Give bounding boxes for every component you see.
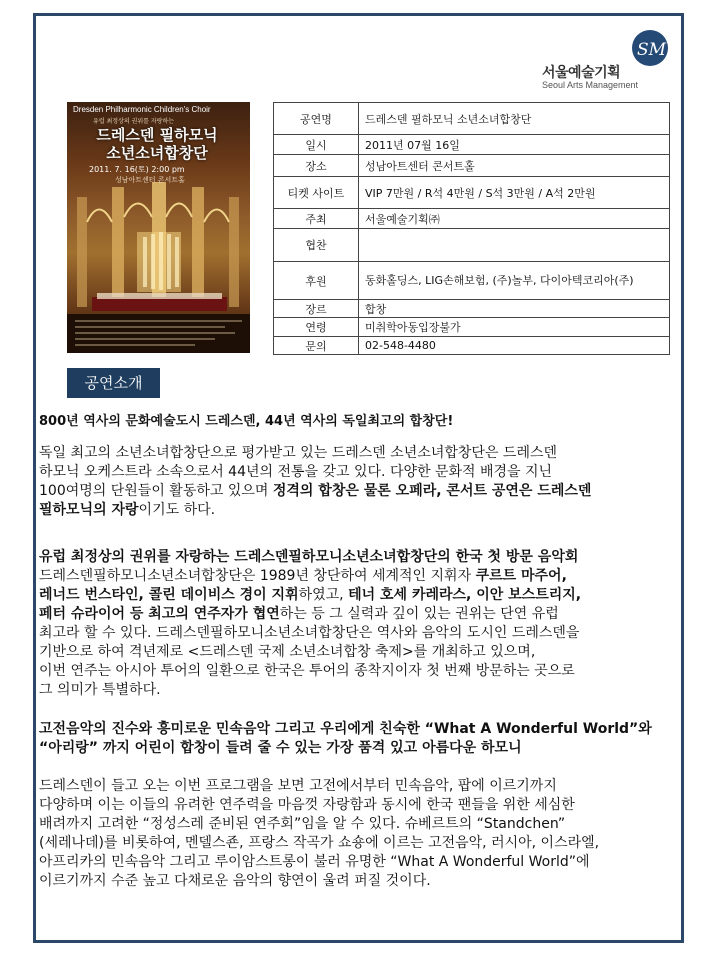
info-row — [274, 262, 670, 300]
info-label: 장소 — [274, 155, 359, 177]
poster-venue: 성남아트센터 콘서트홀 — [115, 176, 185, 184]
paragraph-heading: 유럽 최정상의 권위를 자랑하는 드레스덴필하모니소년소녀합창단의 한국 첫 방문 음악회 — [39, 549, 579, 565]
info-row — [274, 337, 670, 355]
info-value: 02-548-4480 — [359, 337, 670, 355]
text-span-bold: 레너드 번스타인, 콜린 데이비스 경이 지휘 — [39, 587, 299, 603]
info-value: 드레스덴 필하모닉 소년소녀합창단 — [359, 103, 670, 135]
intro-paragraph-3 — [39, 720, 689, 758]
paragraph-line: (세레나데)를 비롯하여, 멘델스죤, 프랑스 작곡가 쇼숑에 이르는 고전음악, 러시아, 이스라엘, — [39, 835, 600, 851]
poster-title — [77, 126, 237, 162]
concert-info-table — [273, 102, 670, 355]
text-span: 하는 등 그 실력과 깊이 있는 권위는 단연 유럽 — [279, 606, 559, 622]
text-span-bold: 정격의 합창은 물론 오페라, 콘서트 공연은 드레스덴 — [272, 483, 592, 499]
info-row — [274, 300, 670, 318]
text-span: 하였고, — [298, 587, 349, 603]
info-value — [359, 229, 670, 262]
intro-paragraph-2 — [39, 548, 689, 700]
paragraph-line: 그 의미가 특별하다. — [39, 682, 161, 698]
paragraph-line: 최고라 할 수 있다. 드레스덴필하모니소년소녀합창단은 역사와 음악의 도시인 드레스덴을 — [39, 625, 580, 641]
concert-poster — [67, 102, 250, 353]
paragraph-line — [39, 501, 689, 520]
text-span: 100여명의 단원들이 활동하고 있으며 — [39, 483, 273, 499]
paragraph-line — [39, 586, 689, 605]
company-logo — [542, 30, 672, 94]
paragraph-line — [39, 482, 689, 501]
text-span-bold: 테너 호세 카레라스, 이안 보스트리지, — [348, 587, 582, 603]
paragraph-line: 배려까지 고려한 “정성스레 준비된 연주회”임을 알 수 있다. 슈베르트의 “Standchen” — [39, 816, 566, 832]
paragraph-line: 이번 연주는 아시아 투어의 일환으로 한국은 투어의 종착지이자 첫 번째 방문하는 곳으로 — [39, 663, 575, 679]
info-row — [274, 103, 670, 135]
info-row — [274, 209, 670, 229]
paragraph-line: 독일 최고의 소년소녀합창단으로 평가받고 있는 드레스덴 소년소녀합창단은 드레스덴 — [39, 445, 558, 461]
paragraph-heading: 고전음악의 진수와 흥미로운 민속음악 그리고 우리에게 친숙한 “What A Wonderful World”와 — [39, 721, 652, 737]
text-span: 이기도 하다. — [138, 502, 216, 518]
info-label: 티켓 사이트 — [274, 177, 359, 209]
info-row — [274, 135, 670, 155]
info-row — [274, 177, 670, 209]
paragraph-heading: “아리랑” 까지 어린이 합창이 들려 줄 수 있는 가장 품격 있고 아름다운 하모니 — [39, 740, 522, 756]
intro-paragraph-1 — [39, 412, 689, 520]
info-label: 문의 — [274, 337, 359, 355]
info-value: 성남아트센터 콘서트홀 — [359, 155, 670, 177]
poster-title-line1: 드레스덴 필하모닉 — [96, 126, 218, 144]
paragraph-line: 하모닉 오케스트라 소속으로서 44년의 전통을 갖고 있다. 다양한 문화적 배경을 지닌 — [39, 464, 553, 480]
paragraph-line: 기반으로 하여 격년제로 <드레스덴 국제 소년소녀합창 축제>를 개최하고 있으며, — [39, 644, 536, 660]
info-row — [274, 155, 670, 177]
paragraph-line — [39, 567, 689, 586]
info-label: 장르 — [274, 300, 359, 318]
paragraph-line: 아프리카의 민속음악 그리고 루이암스트롱이 불러 유명한 “What A Wonderful World”에 — [39, 854, 590, 870]
logo-name-english: Seoul Arts Management — [542, 80, 639, 90]
info-value: 2011년 07월 16일 — [359, 135, 670, 155]
svg-text:SM: SM — [637, 40, 667, 60]
paragraph-line: 드레스덴이 들고 오는 이번 프로그램을 보면 고전에서부터 민속음악, 팝에 이르기까지 — [39, 778, 557, 794]
poster-title-line2: 소년소녀합창단 — [106, 144, 208, 162]
section-header-intro: 공연소개 — [67, 368, 160, 398]
info-value: 미취학아동입장불가 — [359, 318, 670, 337]
logo-name-korean: 서울예술기획 — [542, 65, 621, 81]
text-span-bold: 쿠르트 마주어, — [475, 568, 567, 584]
poster-choir-name: Dresden Philharmonic Children's Choir — [73, 105, 211, 114]
info-row — [274, 318, 670, 337]
info-label: 협찬 — [274, 229, 359, 262]
info-label: 후원 — [274, 262, 359, 300]
paragraph-heading: 800년 역사의 문화예술도시 드레스덴, 44년 역사의 독일최고의 합창단! — [39, 414, 454, 429]
info-value: 합창 — [359, 300, 670, 318]
text-span-bold: 페터 슈라이어 등 최고의 연주자가 협연 — [39, 606, 280, 622]
info-row — [274, 229, 670, 262]
poster-date: 2011. 7. 16(토) 2:00 pm — [89, 165, 185, 174]
text-span: 드레스덴필하모니소년소녀합창단은 1989년 창단하여 세계적인 지휘자 — [39, 568, 476, 584]
info-label: 주최 — [274, 209, 359, 229]
text-span-bold: 필하모닉의 자랑 — [39, 502, 139, 518]
sm-logo-icon — [632, 30, 668, 66]
intro-paragraph-4 — [39, 777, 689, 891]
info-label: 연령 — [274, 318, 359, 337]
info-label: 공연명 — [274, 103, 359, 135]
poster-subtitle: 유럽 최정상의 권위를 자랑하는 — [93, 118, 175, 125]
paragraph-line — [39, 605, 689, 624]
info-value: VIP 7만원 / R석 4만원 / S석 3만원 / A석 2만원 — [359, 177, 670, 209]
paragraph-line: 이르기까지 수준 높고 다채로운 음악의 향연이 울려 퍼질 것이다. — [39, 873, 431, 889]
info-value: 서울예술기획㈜ — [359, 209, 670, 229]
info-label: 일시 — [274, 135, 359, 155]
info-value: 동화홀딩스, LIG손해보험, (주)놀부, 다이아텍코리아(주) — [359, 262, 670, 300]
paragraph-line: 다양하며 이는 이들의 유려한 연주력을 마음껏 자랑함과 동시에 한국 팬들을 위한 세심한 — [39, 797, 575, 813]
